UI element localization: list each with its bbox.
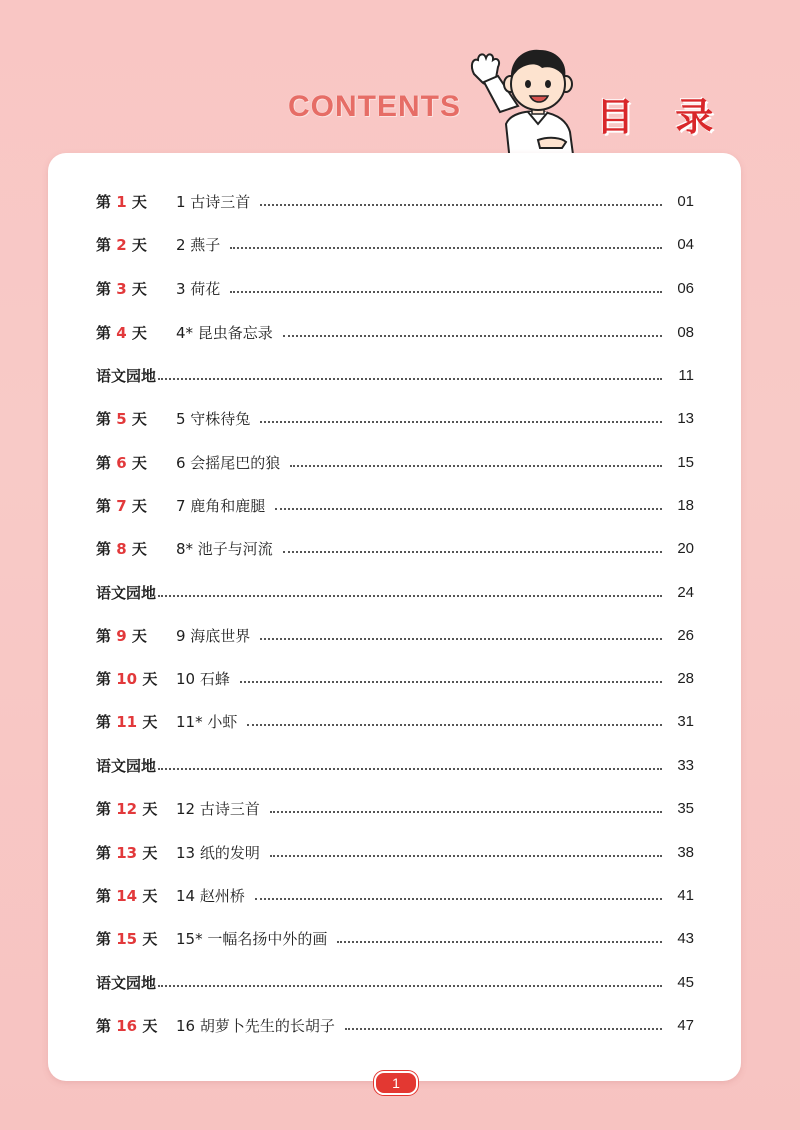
toc-title: 10 石蜂 — [176, 669, 230, 688]
toc-title: 11* 小虾 — [176, 712, 238, 731]
toc-page-number: 28 — [677, 669, 694, 687]
toc-title: 9 海底世界 — [176, 626, 251, 645]
dot-leader — [290, 464, 662, 467]
day-suffix: 天 — [131, 496, 147, 515]
toc-row[interactable] — [96, 881, 694, 909]
day-prefix: 第 — [96, 886, 112, 905]
dot-leader — [260, 637, 662, 640]
day-number: 8 — [116, 539, 127, 558]
day-number: 3 — [116, 279, 127, 298]
dot-leader — [260, 203, 662, 206]
toc-row[interactable] — [96, 664, 694, 692]
day-number: 4 — [116, 323, 127, 342]
day-prefix: 第 — [96, 929, 112, 948]
day-number: 7 — [116, 496, 127, 515]
toc-title: 6 会摇尾巴的狼 — [176, 453, 281, 472]
toc-page-number: 13 — [677, 409, 694, 427]
toc-row[interactable] — [96, 404, 694, 432]
toc-row[interactable] — [96, 491, 694, 519]
page-number-badge: 1 — [374, 1071, 418, 1095]
toc-page-number: 24 — [677, 583, 694, 601]
toc-day-label — [96, 495, 176, 516]
day-suffix: 天 — [131, 279, 147, 298]
day-suffix: 天 — [142, 799, 158, 818]
toc-page-number: 47 — [677, 1016, 694, 1034]
day-suffix: 天 — [131, 453, 147, 472]
day-number: 13 — [116, 843, 138, 862]
day-number: 6 — [116, 453, 127, 472]
toc-day-label — [96, 234, 176, 255]
toc-page-number: 01 — [677, 192, 694, 210]
toc-day-label — [96, 625, 176, 646]
page-title: 目 录 — [596, 95, 728, 139]
toc-day-label — [96, 1015, 176, 1036]
toc-page-number: 38 — [677, 843, 694, 861]
toc-title: 2 燕子 — [176, 235, 221, 254]
day-suffix: 天 — [131, 235, 147, 254]
dot-leader — [240, 680, 662, 683]
toc-title: 16 胡萝卜先生的长胡子 — [176, 1016, 335, 1035]
toc-garden-row[interactable] — [96, 578, 694, 606]
dot-leader — [158, 377, 662, 380]
toc-title: 15* 一幅名扬中外的画 — [176, 929, 328, 948]
toc-day-label — [96, 928, 176, 949]
toc-title: 1 古诗三首 — [176, 192, 251, 211]
toc-row[interactable] — [96, 707, 694, 735]
waving-boy-icon — [466, 44, 592, 162]
toc-page-number: 35 — [677, 799, 694, 817]
toc-title: 8* 池子与河流 — [176, 539, 273, 558]
toc-day-label — [96, 408, 176, 429]
day-suffix: 天 — [142, 1016, 158, 1035]
day-number: 5 — [116, 409, 127, 428]
dot-leader — [283, 334, 662, 337]
day-number: 12 — [116, 799, 138, 818]
day-number: 15 — [116, 929, 138, 948]
toc-day-label — [96, 842, 176, 863]
toc-page-number: 31 — [677, 712, 694, 730]
toc-title: 4* 昆虫备忘录 — [176, 323, 273, 342]
toc-day-label — [96, 711, 176, 732]
day-prefix: 第 — [96, 323, 112, 342]
toc-page-number: 04 — [677, 235, 694, 253]
toc-page-number: 20 — [677, 539, 694, 557]
day-prefix: 第 — [96, 192, 112, 211]
dot-leader — [283, 550, 662, 553]
toc-row[interactable] — [96, 448, 694, 476]
day-suffix: 天 — [131, 192, 147, 211]
day-suffix: 天 — [142, 669, 158, 688]
day-prefix: 第 — [96, 712, 112, 731]
toc-day-label — [96, 798, 176, 819]
toc-page-number: 43 — [677, 929, 694, 947]
toc-title: 14 赵州桥 — [176, 886, 245, 905]
dot-leader — [158, 984, 662, 987]
toc-day-label — [96, 538, 176, 559]
day-suffix: 天 — [131, 323, 147, 342]
dot-leader — [247, 723, 662, 726]
dot-leader — [255, 897, 662, 900]
toc-title: 12 古诗三首 — [176, 799, 260, 818]
toc-page-number: 33 — [677, 756, 694, 774]
toc-title: 语文园地 — [96, 366, 157, 385]
toc-row[interactable] — [96, 318, 694, 346]
toc-title: 语文园地 — [96, 583, 157, 602]
day-number: 16 — [116, 1016, 138, 1035]
day-prefix: 第 — [96, 843, 112, 862]
day-prefix: 第 — [96, 453, 112, 472]
day-number: 9 — [116, 626, 127, 645]
day-number: 1 — [116, 192, 127, 211]
day-suffix: 天 — [131, 409, 147, 428]
toc-day-label — [96, 668, 176, 689]
dot-leader — [230, 290, 662, 293]
dot-leader — [158, 767, 662, 770]
day-number: 2 — [116, 235, 127, 254]
toc-row[interactable] — [96, 621, 694, 649]
toc-row[interactable] — [96, 187, 694, 215]
dot-leader — [337, 940, 662, 943]
day-prefix: 第 — [96, 669, 112, 688]
toc-row[interactable] — [96, 924, 694, 952]
toc-page-number: 41 — [677, 886, 694, 904]
day-prefix: 第 — [96, 539, 112, 558]
toc-day-label — [96, 322, 176, 343]
day-suffix: 天 — [131, 539, 147, 558]
toc-title: 3 荷花 — [176, 279, 221, 298]
toc-day-label — [96, 452, 176, 473]
day-suffix: 天 — [142, 929, 158, 948]
toc-garden-row[interactable] — [96, 361, 694, 389]
day-prefix: 第 — [96, 409, 112, 428]
toc-garden-row[interactable] — [96, 968, 694, 996]
toc-row[interactable] — [96, 1011, 694, 1039]
dot-leader — [345, 1027, 662, 1030]
toc-row[interactable] — [96, 838, 694, 866]
dot-leader — [260, 420, 662, 423]
toc-row[interactable] — [96, 794, 694, 822]
day-number: 14 — [116, 886, 138, 905]
toc-page-number: 08 — [677, 323, 694, 341]
day-suffix: 天 — [142, 712, 158, 731]
toc-row[interactable] — [96, 230, 694, 258]
day-prefix: 第 — [96, 279, 112, 298]
toc-garden-row[interactable] — [96, 751, 694, 779]
toc-row[interactable] — [96, 274, 694, 302]
toc-title: 13 纸的发明 — [176, 843, 260, 862]
toc-page-number: 45 — [677, 973, 694, 991]
toc-page-number: 06 — [677, 279, 694, 297]
toc-title: 7 鹿角和鹿腿 — [176, 496, 266, 515]
toc-page-number: 15 — [677, 453, 694, 471]
day-prefix: 第 — [96, 1016, 112, 1035]
toc-page-number: 26 — [677, 626, 694, 644]
dot-leader — [230, 246, 662, 249]
day-prefix: 第 — [96, 626, 112, 645]
toc-title: 语文园地 — [96, 973, 157, 992]
day-suffix: 天 — [142, 843, 158, 862]
toc-title: 语文园地 — [96, 756, 157, 775]
dot-leader — [275, 507, 662, 510]
toc-day-label — [96, 278, 176, 299]
dot-leader — [270, 854, 662, 857]
toc-page-number: 18 — [677, 496, 694, 514]
day-prefix: 第 — [96, 496, 112, 515]
dot-leader — [270, 810, 662, 813]
day-prefix: 第 — [96, 799, 112, 818]
day-suffix: 天 — [142, 886, 158, 905]
day-prefix: 第 — [96, 235, 112, 254]
toc-day-label — [96, 191, 176, 212]
contents-heading: CONTENTS — [288, 90, 461, 123]
toc-page-number: 11 — [678, 366, 694, 384]
toc-title: 5 守株待兔 — [176, 409, 251, 428]
day-number: 10 — [116, 669, 138, 688]
dot-leader — [158, 594, 662, 597]
day-number: 11 — [116, 712, 138, 731]
day-suffix: 天 — [131, 626, 147, 645]
toc-day-label — [96, 885, 176, 906]
toc-row[interactable] — [96, 534, 694, 562]
